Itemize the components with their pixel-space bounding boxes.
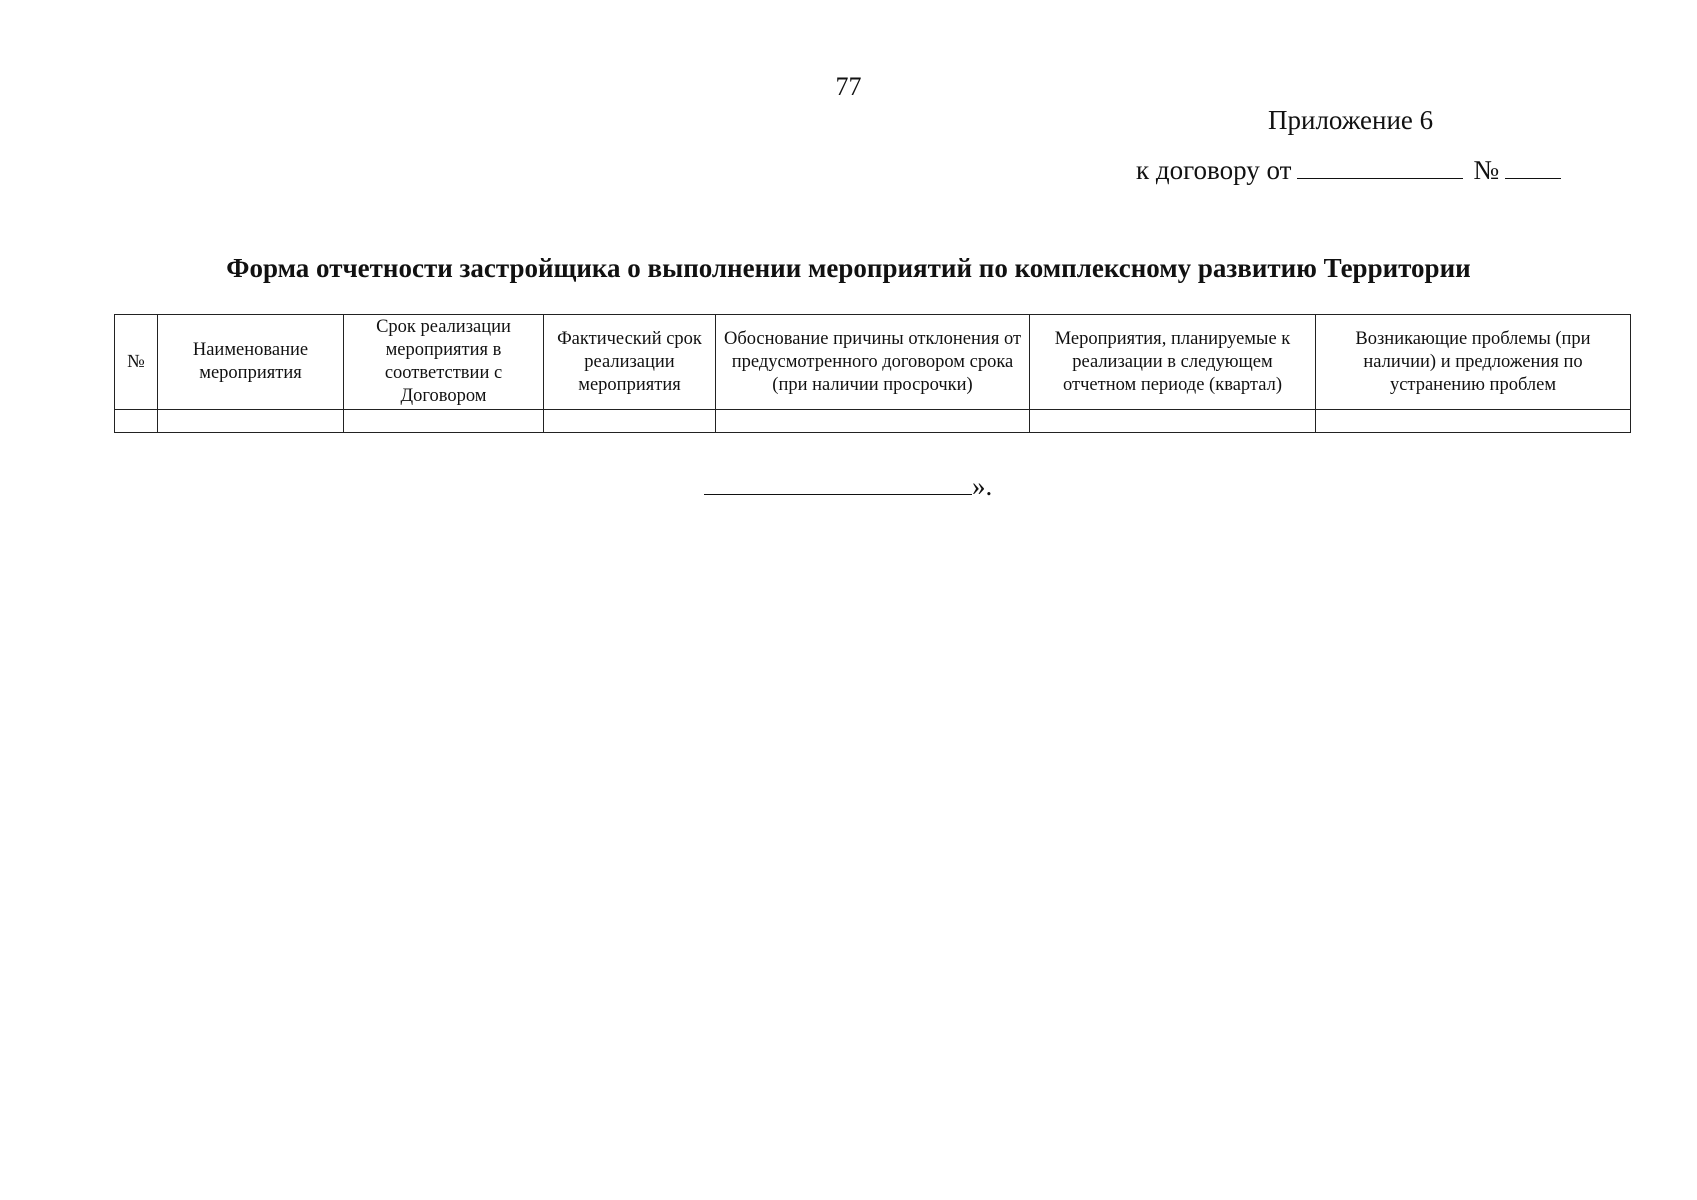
column-header-actual-deadline: Фактический срок реализации мероприятия: [544, 315, 716, 410]
table-cell: [158, 410, 344, 433]
form-title: Форма отчетности застройщика о выполнении мероприятий по комплексному развитию Территории: [226, 253, 1471, 283]
table-cell: [115, 410, 158, 433]
column-header-event-name: Наименование мероприятия: [158, 315, 344, 410]
table-row: [115, 410, 1631, 433]
contract-number-blank: [1505, 154, 1561, 179]
appendix-label: Приложение 6: [1268, 105, 1434, 135]
table-cell: [716, 410, 1030, 433]
contract-reference: [1136, 154, 1561, 186]
column-header-contract-deadline: Срок реализации мероприятия в соответствии с Договором: [344, 315, 544, 410]
column-header-deviation-reason: Обоснование причины отклонения от предусмотренного договором срока (при наличии просрочки): [716, 315, 1030, 410]
table-cell: [1316, 410, 1631, 433]
number-sign: №: [1473, 155, 1500, 185]
contract-date-blank: [1297, 154, 1463, 179]
closing-blank: [704, 470, 972, 495]
table-cell: [544, 410, 716, 433]
closing-quote: ».: [972, 471, 993, 501]
table-cell: [1030, 410, 1316, 433]
closing-line: [704, 470, 992, 502]
table-header-row: [115, 315, 1631, 410]
column-header-problems-proposals: Возникающие проблемы (при наличии) и предложения по устранению проблем: [1316, 315, 1631, 410]
table-cell: [344, 410, 544, 433]
contract-prefix: к договору от: [1136, 155, 1292, 185]
column-header-number: №: [115, 315, 158, 410]
page-number: 77: [835, 72, 862, 101]
column-header-planned-events: Мероприятия, планируемые к реализации в следующем отчетном периоде (квартал): [1030, 315, 1316, 410]
report-table: [114, 314, 1631, 433]
